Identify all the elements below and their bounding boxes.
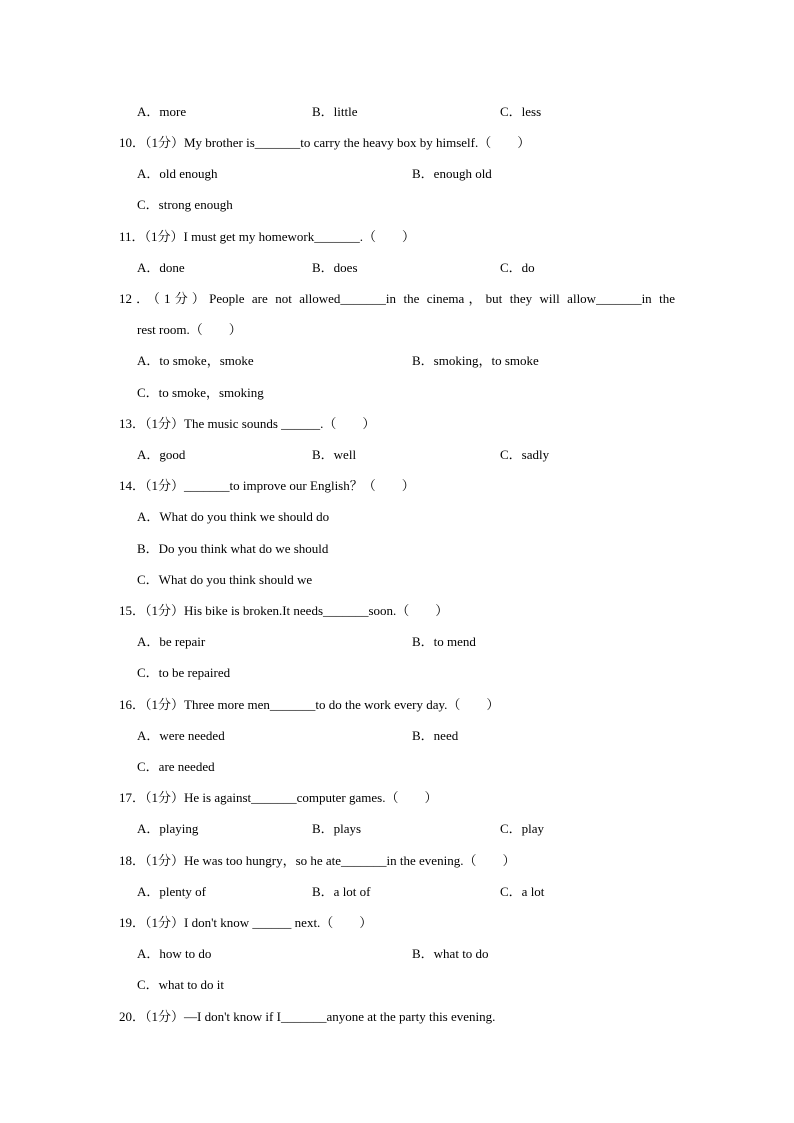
q16-option-c: C．are needed [137,759,215,774]
q19-option-b: B．what to do [412,946,489,961]
q17-option-b: B．plays [312,821,362,836]
q16-option-b: B．need [412,728,459,743]
q18-stem: 18．（1分）He was too hungry，so he ate_______in the evening.（ ） [119,853,516,868]
q18-option-a: A．plenty of [137,884,206,899]
q11-option-c: C．do [500,260,535,275]
q11-option-b: B．does [312,260,358,275]
q14-option-b: B．Do you think what do we should [137,541,329,556]
q15-option-b: B．to mend [412,634,476,649]
q10-option-a: A．old enough [137,166,218,181]
q19-option-a: A．how to do [137,946,212,961]
q15-option-a: A．be repair [137,634,206,649]
q13-stem: 13．（1分）The music sounds ______.（ ） [119,416,376,431]
q12-stem-line2: rest room.（ ） [137,322,242,337]
q9-option-b: B．little [312,104,358,119]
q17-option-c: C．play [500,821,545,836]
q12-option-a: A．to smoke，smoke [137,353,254,368]
q9-option-c: C．less [500,104,542,119]
q11-option-a: A．done [137,260,185,275]
q10-option-b: B．enough old [412,166,492,181]
q18-option-c: C．a lot [500,884,545,899]
q14-stem: 14．（1分）_______to improve our English？（ ） [119,478,415,493]
q19-option-c: C．what to do it [137,977,225,992]
q17-option-a: A．playing [137,821,199,836]
q16-stem: 16．（1分）Three more men_______to do the work every day.（ ） [119,697,500,712]
q19-stem: 19．（1分）I don't know ______ next.（ ） [119,915,373,930]
q13-option-b: B．well [312,447,357,462]
q13-option-a: A．good [137,447,186,462]
q15-stem: 15．（1分）His bike is broken.It needs_______soon.（ ） [119,603,449,618]
q9-option-a: A．more [137,104,187,119]
q18-option-b: B．a lot of [312,884,371,899]
q16-option-a: A．were needed [137,728,225,743]
q13-option-c: C．sadly [500,447,550,462]
q11-stem: 11．（1分）I must get my homework_______.（ ） [119,229,415,244]
q20-stem: 20．（1分）—I don't know if I_______anyone at the party this evening. [119,1009,496,1024]
q14-option-a: A．What do you think we should do [137,509,330,524]
q12-stem-line1: 12．（1分）People are not allowed_______in the cinema，but they will allow_______in the [119,291,675,306]
q12-option-c: C．to smoke，smoking [137,385,264,400]
q12-option-b: B．smoking，to smoke [412,353,539,368]
q10-stem: 10．（1分）My brother is_______to carry the heavy box by himself.（ ） [119,135,531,150]
q15-option-c: C．to be repaired [137,665,231,680]
q17-stem: 17．（1分）He is against_______computer games.（ ） [119,790,438,805]
q14-option-c: C．What do you think should we [137,572,313,587]
q10-option-c: C．strong enough [137,197,233,212]
